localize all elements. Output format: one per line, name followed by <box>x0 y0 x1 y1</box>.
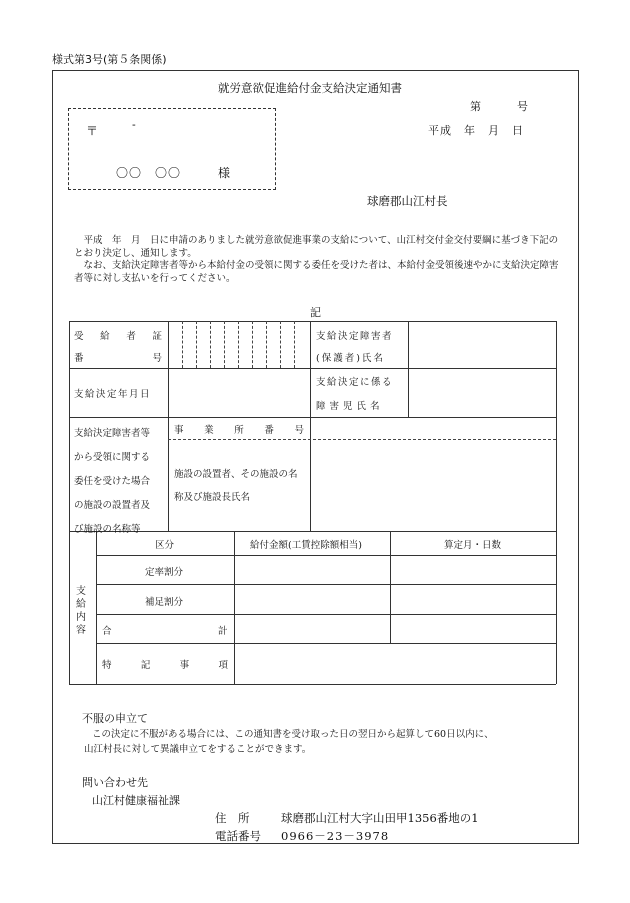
row-supplement-label: 補足割分 <box>145 597 184 608</box>
objection-heading: 不服の申立て <box>82 712 148 725</box>
facility-owner-label-2: 称及び施設長氏名 <box>174 492 251 503</box>
postal-mark: 〒 <box>86 124 99 138</box>
body-paragraph-1: 平成 年 月 日に申請のありました就労意欲促進事業の支給について、山江村交付金交付要綱に基づき下記のとおり決定し、通知します。 <box>74 235 559 259</box>
contact-department: 山江村健康福祉課 <box>92 794 180 807</box>
body-text <box>74 235 564 285</box>
issuer: 球磨郡山江村長 <box>367 194 448 208</box>
row-special-label: 特 記 事 項 <box>102 660 228 671</box>
child-label-2: 障害児氏名 <box>316 401 384 412</box>
address-label: 住 所 <box>215 811 250 825</box>
facility-owner-label-1: 施設の設置者、その施設の名 <box>174 469 298 480</box>
objection-text-1: この決定に不服がある場合には、この通知書を受け取った日の翌日から起算して60日以内に、 <box>92 729 494 740</box>
doc-number-go: 号 <box>517 100 528 113</box>
body-paragraph-2: なお、支給決定障害者等から本給付金の受領に関する委任を受けた者は、本給付金受領後速やかに支給決定障害者等に対し支払いを行ってください。 <box>74 260 559 284</box>
objection-text-2: 山江村長に対して異議申立てをすることができます。 <box>84 744 312 755</box>
header-calc: 算定月・日数 <box>444 540 502 551</box>
guardian-label-2: (保護者)氏名 <box>316 353 385 364</box>
delegation-label: 支給決定障害者等 から受領に関する 委任を受けた場合 の施設の設置者及 び施設の名称等 <box>74 428 151 535</box>
date-line: 平成 年 月 日 <box>428 124 524 137</box>
phone-value: 0966－23－3978 <box>281 829 390 843</box>
header-amount: 給付金額(工賃控除額相当) <box>250 540 362 551</box>
form-number: 様式第3号(第５条関係) <box>52 53 167 66</box>
content-label: 支給内容 <box>76 586 86 636</box>
postal-dash: - <box>132 118 136 131</box>
doc-number-dai: 第 <box>470 100 481 113</box>
contact-heading: 問い合わせ先 <box>82 776 148 789</box>
row-total-label-1: 合 <box>102 626 112 637</box>
recipient-number-label-2: 番 号 <box>74 353 162 364</box>
row-total-label-2: 計 <box>218 626 228 637</box>
child-label-1: 支給決定に係る <box>316 377 394 388</box>
row-fixed-label: 定率割分 <box>145 567 184 578</box>
guardian-label-1: 支給決定障害者 <box>316 331 394 342</box>
office-number-label: 事 業 所 番 号 <box>174 425 304 436</box>
address-value: 球磨郡山江村大字山田甲1356番地の1 <box>281 811 479 825</box>
recipient-number-label-1: 受 給 者 証 <box>74 331 162 342</box>
ki-heading: 記 <box>310 306 321 319</box>
phone-label: 電話番号 <box>215 829 261 843</box>
decision-date-label: 支給決定年月日 <box>74 389 152 400</box>
recipient-name: 〇〇 〇〇 <box>116 166 182 180</box>
recipient-honorific: 様 <box>218 166 231 180</box>
header-category: 区分 <box>155 540 175 551</box>
document-title: 就労意欲促進給付金支給決定通知書 <box>218 81 402 95</box>
